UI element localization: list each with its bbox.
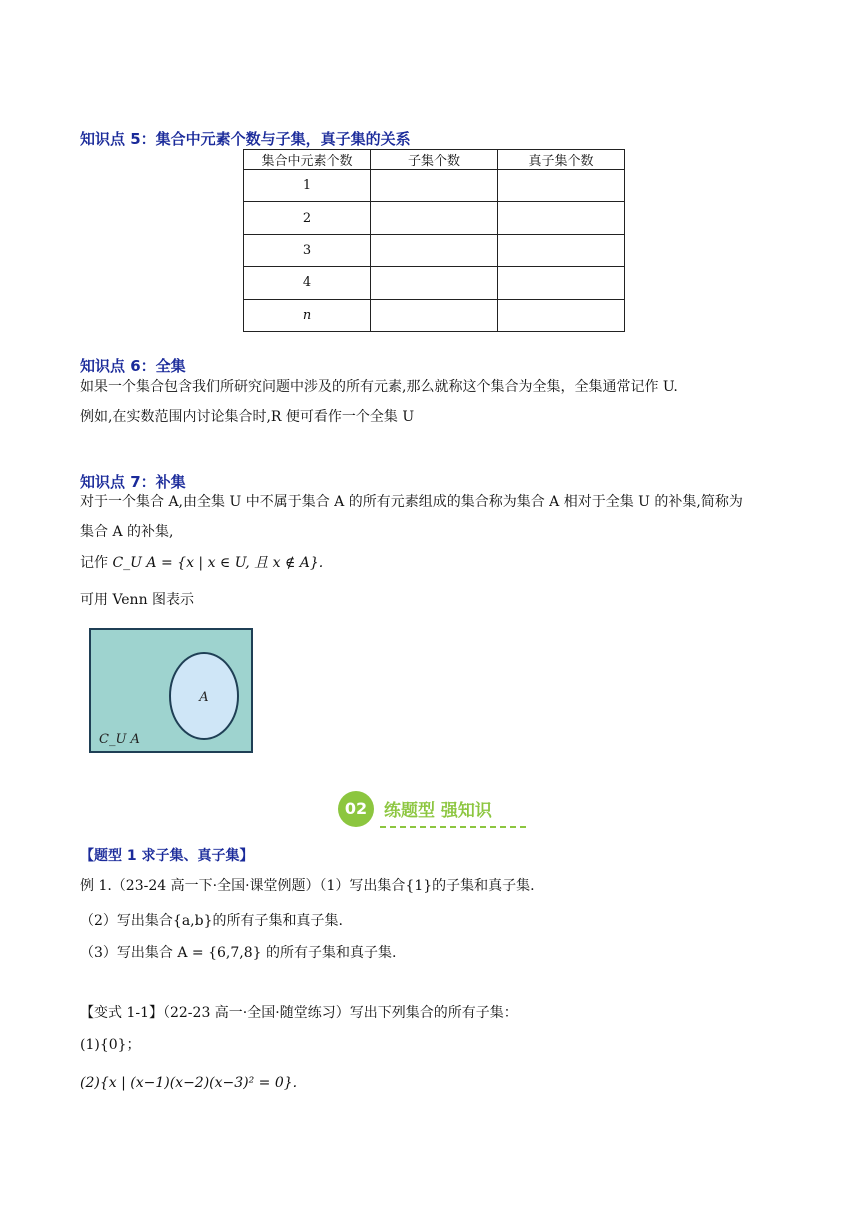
question-type-label: 【题型 1 求子集、真子集】 — [80, 848, 254, 864]
example-1-part-3: （3）写出集合 A = {6,7,8} 的所有子集和真子集. — [80, 945, 397, 961]
table-cell — [371, 234, 498, 266]
complement-label: C_U A — [99, 732, 140, 747]
table-row — [244, 299, 625, 331]
section-underline — [380, 826, 526, 828]
example-1-part-2: （2）写出集合{a,b}的所有子集和真子集. — [80, 913, 343, 929]
table-cell — [498, 202, 625, 234]
table-cell — [371, 202, 498, 234]
table-row — [244, 202, 625, 234]
table-cell — [498, 267, 625, 299]
table-cell: n — [244, 299, 371, 331]
variant-item-2: (2){x | (x−1)(x−2)(x−3)² = 0}. — [80, 1075, 298, 1091]
table-cell — [371, 299, 498, 331]
table-cell — [371, 267, 498, 299]
subset-count-table — [243, 149, 625, 332]
table-row — [244, 170, 625, 202]
table-cell — [498, 299, 625, 331]
variant-1-1-intro: 【变式 1-1】（22-23 高一·全国·随堂练习）写出下列集合的所有子集： — [80, 1005, 518, 1021]
kp7-notation — [80, 553, 323, 573]
section-title: 练题型 强知识 — [384, 801, 492, 821]
variant-item-1: (1){0}； — [80, 1037, 141, 1053]
complement-formula: C_U A = {x | x ∈ U, 且 x ∉ A}. — [112, 555, 324, 571]
table-cell — [498, 170, 625, 202]
kp7-definition-line2: 集合 A 的补集, — [80, 524, 174, 540]
table-row — [244, 234, 625, 266]
table-cell: 2 — [244, 202, 371, 234]
table-header-cell: 集合中元素个数 — [244, 150, 371, 170]
table-row — [244, 267, 625, 299]
table-cell: 4 — [244, 267, 371, 299]
kp6-heading: 知识点 6：全集 — [80, 357, 186, 375]
table-cell: 3 — [244, 234, 371, 266]
table-cell — [371, 170, 498, 202]
notation-prefix: 记作 — [80, 555, 108, 571]
kp6-example: 例如,在实数范围内讨论集合时,R 便可看作一个全集 U — [80, 409, 415, 425]
kp7-definition-line1: 对于一个集合 A,由全集 U 中不属于集合 A 的所有元素组成的集合称为集合 A 相对于全集 U 的补集,简称为 — [80, 494, 743, 510]
kp7-venn-caption: 可用 Venn 图表示 — [80, 592, 195, 608]
section-number-badge: 02 — [338, 791, 374, 827]
table-cell — [498, 234, 625, 266]
kp7-heading: 知识点 7：补集 — [80, 473, 186, 491]
set-a-label: A — [199, 690, 209, 705]
table-header-row — [244, 150, 625, 170]
kp6-definition: 如果一个集合包含我们所研究问题中涉及的所有元素,那么就称这个集合为全集，全集通常记作 U. — [80, 379, 678, 395]
kp5-heading: 知识点 5：集合中元素个数与子集，真子集的关系 — [80, 130, 411, 148]
table-header-cell: 子集个数 — [371, 150, 498, 170]
venn-diagram — [88, 627, 254, 754]
table-cell: 1 — [244, 170, 371, 202]
table-header-cell: 真子集个数 — [498, 150, 625, 170]
example-1-part-1: 例 1.（23-24 高一下·全国·课堂例题）（1）写出集合{1}的子集和真子集. — [80, 878, 535, 894]
